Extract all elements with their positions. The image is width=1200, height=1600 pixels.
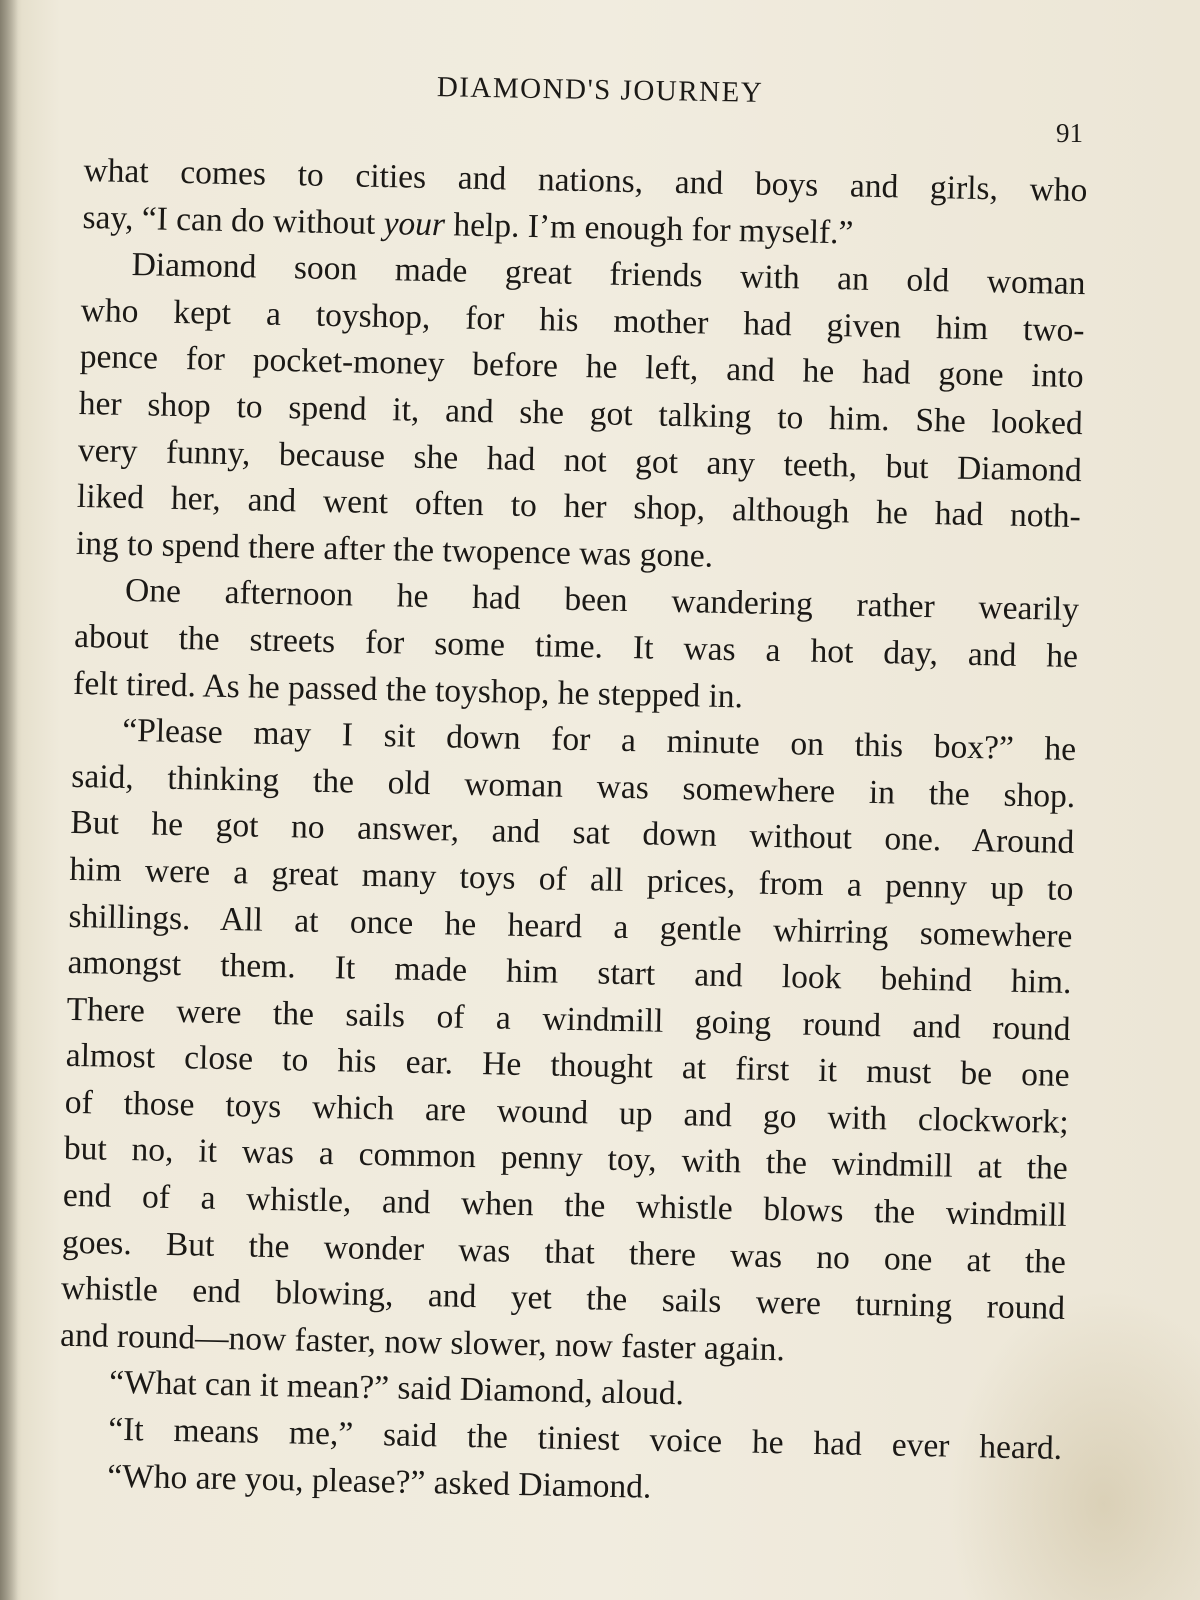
text-fragment: say, “I can do without xyxy=(82,198,385,242)
text-line: whistle end blowing, and yet the sails were turning round xyxy=(60,1270,1066,1328)
text-line: liked her, and went often to her shop, although he had noth- xyxy=(76,478,1082,536)
body-text xyxy=(57,148,1088,1519)
text-line: amongst them. It made him start and look behind him. xyxy=(67,943,1072,1002)
spine-shadow xyxy=(0,0,18,1600)
text-line: Diamond soon made great friends with an old woman xyxy=(131,246,1086,303)
text-line: One afternoon he had been wandering rather wearily xyxy=(124,572,1080,629)
text-line: said, thinking the old woman was somewhere in the shop. xyxy=(71,757,1076,815)
text-line: of those toys which are wound up and go with clockwork; xyxy=(64,1083,1070,1141)
text-line: almost close to his ear. He thought at first it must be one xyxy=(65,1037,1070,1095)
text-line: about the streets for some time. It was a hot day, and he xyxy=(73,617,1079,675)
text-line: her shop to spend it, and she got talking to him. She looked xyxy=(78,384,1084,443)
text-line: “Who are you, please?” asked Diamond. xyxy=(106,1457,652,1506)
text-line: ing to spend there after the twopence was gone. xyxy=(75,524,714,575)
text-line: but no, it was a common penny toy, with the windmill at the xyxy=(63,1130,1069,1188)
text-line: pence for pocket-money before he left, and he had gone into xyxy=(79,338,1084,396)
text-line: shillings. All at once he heard a gentle whirring somewhere xyxy=(68,897,1073,955)
text-line: There were the sails of a windmill going round and round xyxy=(66,990,1071,1048)
text-line: goes. But the wonder was that there was no one at the xyxy=(61,1223,1067,1281)
text-line: very funny, because she had not got any teeth, but Diamond xyxy=(77,431,1083,489)
text-fragment: help. I’m enough for myself.” xyxy=(444,205,854,252)
page-number: 91 xyxy=(1056,118,1083,148)
text-line: what comes to cities and nations, and boys and girls, who xyxy=(83,151,1088,210)
text-line: who kept a toyshop, for his mother had given him two- xyxy=(80,291,1085,349)
text-line: But he got no answer, and sat down without one. Around xyxy=(70,804,1075,862)
emphasis-text: your xyxy=(383,204,446,243)
text-line: and round—now faster, now slower, now faster again. xyxy=(59,1316,786,1369)
text-line: end of a whistle, and when the whistle blows the windmill xyxy=(62,1176,1068,1234)
running-head: DIAMOND'S JOURNEY xyxy=(436,71,764,109)
text-line: “What can it mean?” said Diamond, aloud. xyxy=(108,1364,685,1413)
text-line: “It means me,” said the tiniest voice he had ever heard. xyxy=(107,1410,1063,1467)
text-line: him were a great many toys of all prices, from a penny up to xyxy=(69,850,1074,908)
text-line: “Please may I sit down for a minute on this box?” he xyxy=(121,712,1077,769)
text-line: felt tired. As he passed the toyshop, he stepped in. xyxy=(72,664,744,715)
